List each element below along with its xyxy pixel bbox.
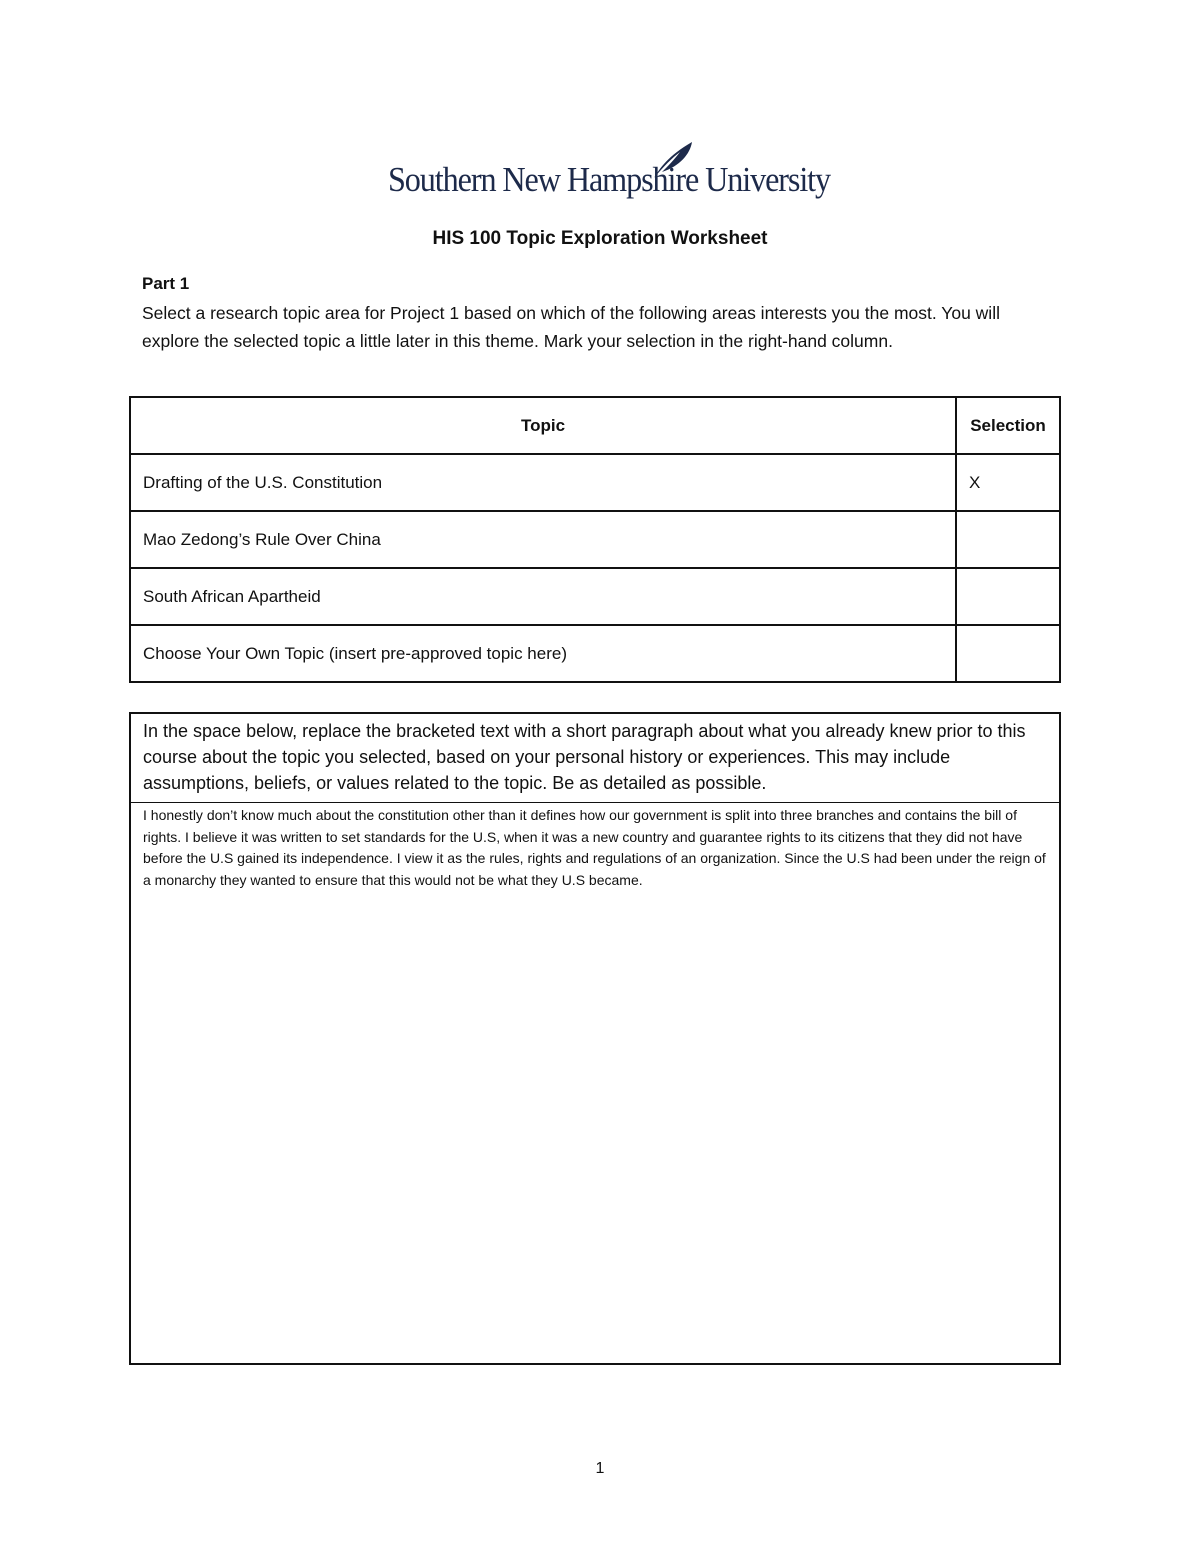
university-logo — [388, 140, 831, 210]
topic-cell: Choose Your Own Topic (insert pre-approved topic here) — [130, 625, 956, 682]
part-intro: Select a research topic area for Project 1 based on which of the following areas interests you the most. You will explore the selected topic a little later in this theme. Mark your selection in the right-hand column. — [142, 303, 1000, 351]
table-header-row — [130, 397, 1060, 454]
table-row — [130, 568, 1060, 625]
response-text[interactable]: I honestly don’t know much about the constitution other than it defines how our government is split into three branches and contains the bill of rights. I believe it was written to set standards for the U.S, when it was a new country and guarantee rights to its citizens that they did not have before the U.S gained its independence. I view it as the rules, rights and regulations of an organization. Since the U.S had been under the reign of a monarchy they wanted to ensure that this would not be what they U.S became. — [143, 807, 1046, 888]
prompt-instruction: In the space below, replace the bracketed text with a short paragraph about what you already knew prior to this course about the topic you selected, based on your personal history or experiences. This may include assumptions, beliefs, or values related to the topic. Be as detailed as possible. — [131, 714, 1059, 803]
selection-cell[interactable]: X — [956, 454, 1060, 511]
response-box — [129, 712, 1061, 1365]
header-topic: Topic — [130, 397, 956, 454]
selection-cell[interactable] — [956, 511, 1060, 568]
selection-cell[interactable] — [956, 625, 1060, 682]
page-number: 1 — [595, 1460, 605, 1477]
topic-cell: Mao Zedong’s Rule Over China — [130, 511, 956, 568]
topic-table — [129, 396, 1061, 683]
topic-cell: Drafting of the U.S. Constitution — [130, 454, 956, 511]
header-selection: Selection — [956, 397, 1060, 454]
table-row — [130, 511, 1060, 568]
table-row — [130, 625, 1060, 682]
selection-cell[interactable] — [956, 568, 1060, 625]
feather-icon — [650, 140, 696, 180]
part-heading: Part 1 — [142, 274, 190, 293]
table-row — [130, 454, 1060, 511]
topic-cell: South African Apartheid — [130, 568, 956, 625]
logo-wordmark: Southern New Hampshire University — [388, 160, 831, 199]
document-title: HIS 100 Topic Exploration Worksheet — [432, 228, 768, 249]
